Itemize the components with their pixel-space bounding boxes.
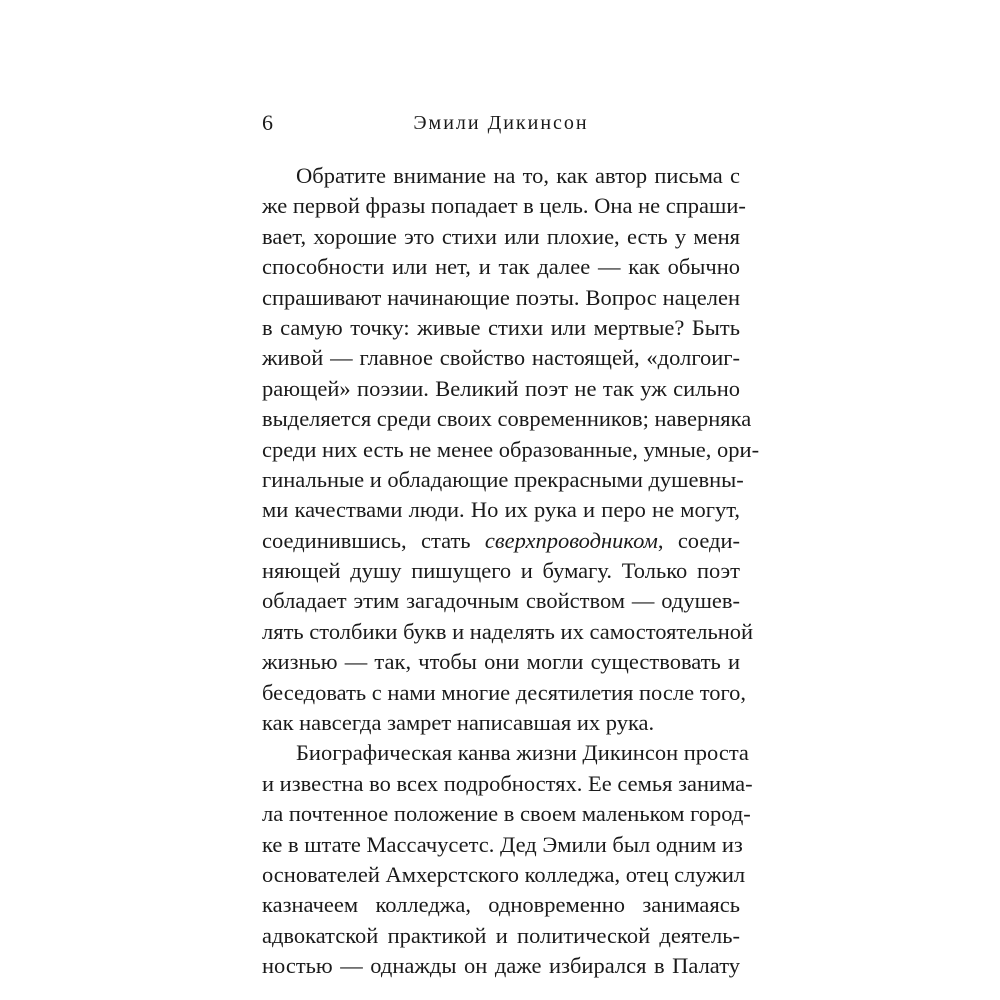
text-line: жизнью — так, чтобы они могли существовать и [262, 649, 740, 675]
paragraph [262, 738, 753, 981]
text-line: и известна во всех подробностях. Ее семья занима- [262, 770, 753, 796]
text-line: обладает этим загадочным свойством — одушев- [262, 588, 740, 614]
text-line: же первой фразы попадает в цель. Она не спраши- [262, 193, 746, 219]
text-line: Обратите внимание на то, как автор письма с [296, 163, 740, 188]
text-line: ностью — однажды он даже избирался в Палату [262, 953, 740, 979]
text-line: ке в штате Массачусетс. Дед Эмили был одним из [262, 831, 743, 857]
text-line: в самую точку: живые стихи или мертвые? Быть [262, 314, 740, 340]
text-line: основателей Амхерстского колледжа, отец служил [262, 861, 746, 887]
text-line: Биографическая канва жизни Дикинсон проста [296, 740, 749, 766]
text-line: лять столбики букв и наделять их самостоятельной [262, 618, 754, 644]
text-line: живой — главное свойство настоящей, «долгоиг- [262, 345, 740, 371]
text-line [262, 526, 740, 556]
text-line: ла почтенное положение в своем маленьком город- [262, 801, 751, 827]
text-line: вает, хорошие это стихи или плохие, есть у меня [262, 223, 740, 249]
text-line: способности или нет, и так далее — как обычно [262, 254, 740, 280]
text-line: гинальные и обладающие прекрасными душевны- [262, 466, 744, 492]
text-line: беседовать с нами многие десятилетия после того, [262, 679, 747, 705]
paragraph [262, 161, 760, 738]
page-number: 6 [262, 110, 273, 135]
text-line: ми качествами люди. Но их рука и перо не могут, [262, 497, 740, 523]
body-text [262, 161, 760, 982]
text-line: казначеем колледжа, одновременно занимаясь [262, 892, 740, 918]
text-run: соединившись, стать [262, 527, 485, 553]
text-line: адвокатской практикой и политической деятель- [262, 922, 740, 948]
running-title: Эмили Дикинсон [413, 112, 589, 134]
text-line: среди них есть не менее образованные, умные, ори- [262, 436, 760, 462]
running-header [262, 108, 740, 138]
italic-term: сверхпроводником [484, 527, 658, 553]
text-run: , соеди- [657, 527, 740, 553]
text-line: выделяется среди своих современников; наверняка [262, 406, 752, 432]
text-line: спрашивают начинающие поэты. Вопрос нацелен [262, 284, 740, 310]
text-line: няющей душу пишущего и бумагу. Только поэт [262, 558, 740, 584]
text-line: как навсегда замрет написавшая их рука. [262, 710, 655, 736]
text-line: рающей» поэзии. Великий поэт не так уж сильно [262, 375, 740, 401]
